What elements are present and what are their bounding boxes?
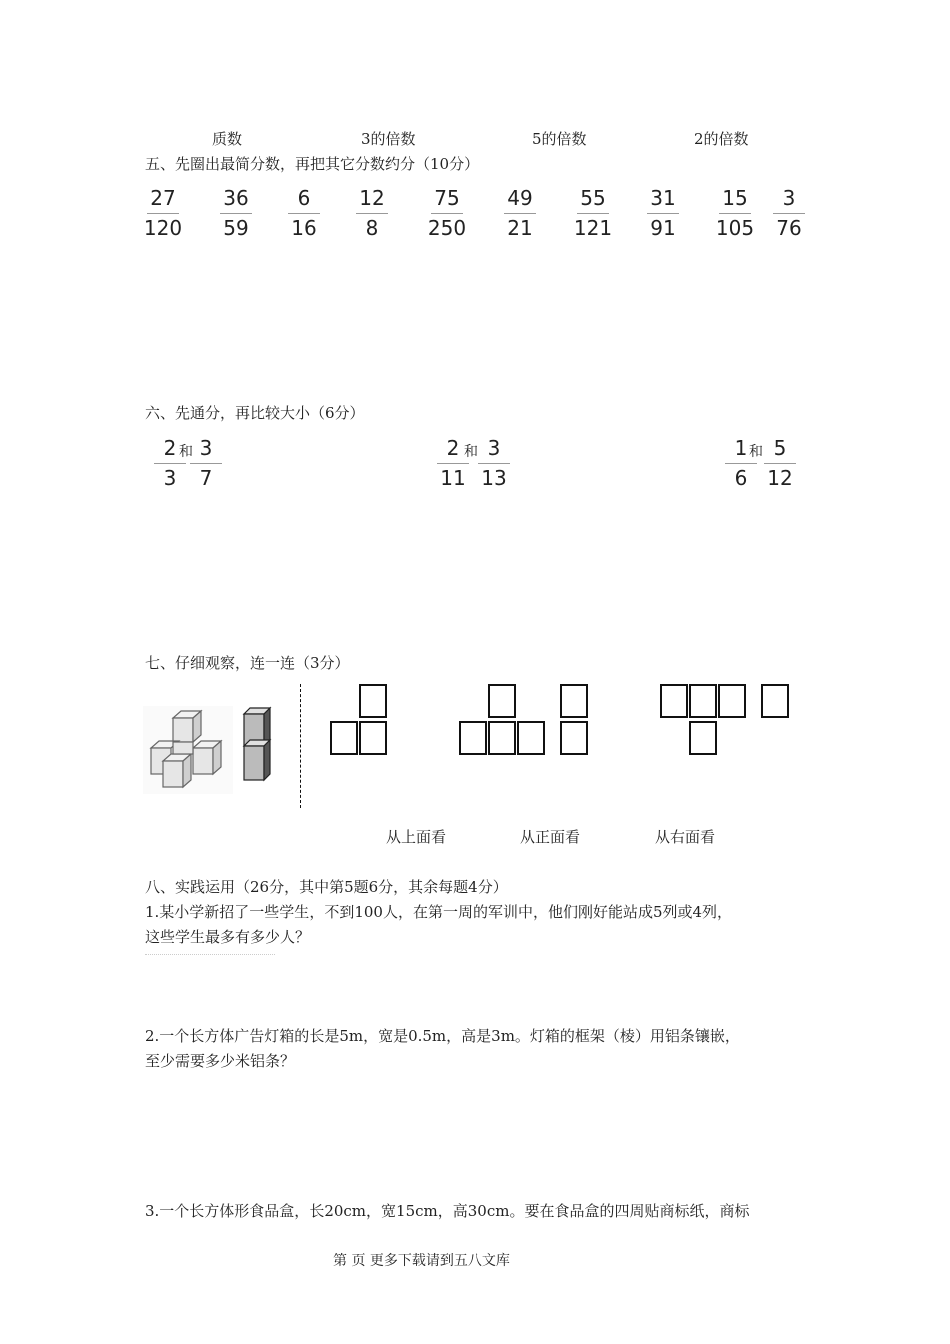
question-2-line-1: 2.一个长方体广告灯箱的长是5m，宽是0.5m，高是3m。灯箱的框架（棱）用铝条镶嵌， — [145, 1027, 740, 1045]
denominator: 76 — [776, 218, 802, 240]
question-3-line-1: 3.一个长方体形食品盒，长20cm，宽15cm，高30cm。要在食品盒的四周贴商标纸，商标 — [145, 1202, 750, 1220]
prism-picture — [240, 706, 276, 786]
fraction — [474, 438, 514, 490]
fraction — [500, 188, 540, 240]
numerator: 27 — [150, 186, 176, 210]
and-word: 和 — [749, 444, 763, 460]
category-multiple-2: 2的倍数 — [694, 130, 749, 148]
faint-artifact — [145, 954, 275, 959]
denominator: 91 — [650, 218, 676, 240]
denominator: 121 — [573, 218, 613, 240]
fraction — [352, 188, 392, 240]
denominator: 250 — [427, 218, 467, 240]
denominator: 120 — [143, 218, 183, 240]
fraction — [769, 188, 809, 240]
dashed-divider — [300, 684, 301, 808]
denominator: 21 — [507, 218, 533, 240]
numerator: 2 — [446, 436, 460, 460]
section6-title: 六、先通分，再比较大小（6分） — [145, 404, 365, 422]
question-2-line-2: 至少需要多少米铝条？ — [145, 1052, 296, 1070]
numerator: 36 — [223, 186, 249, 210]
category-prime: 质数 — [212, 130, 243, 148]
question-1-line-2: 这些学生最多有多少人？ — [145, 928, 311, 946]
fraction — [715, 188, 755, 240]
fraction — [573, 188, 613, 240]
denominator: 16 — [291, 218, 317, 240]
caption-front-view[interactable]: 从正面看 — [520, 828, 581, 846]
denominator: 6 — [734, 468, 748, 490]
fraction — [427, 188, 467, 240]
cube-stack-picture — [143, 706, 233, 794]
numerator: 3 — [782, 186, 796, 210]
question-1-line-1: 1.某小学新招了一些学生，不到100人，在第一周的军训中，他们刚好能站成5列或4列， — [145, 903, 733, 921]
category-multiple-5: 5的倍数 — [532, 130, 587, 148]
denominator: 12 — [767, 468, 793, 490]
denominator: 105 — [715, 218, 755, 240]
numerator: 55 — [580, 186, 606, 210]
numerator: 75 — [434, 186, 460, 210]
and-word: 和 — [179, 444, 193, 460]
category-multiple-3: 3的倍数 — [361, 130, 416, 148]
denominator: 13 — [481, 468, 507, 490]
fraction — [760, 438, 800, 490]
fraction — [186, 438, 226, 490]
section8-title: 八、实践运用（26分，其中第5题6分，其余每题4分） — [145, 878, 508, 896]
denominator: 11 — [440, 468, 466, 490]
and-word: 和 — [464, 444, 478, 460]
numerator: 5 — [773, 436, 787, 460]
denominator: 7 — [199, 468, 213, 490]
fraction — [216, 188, 256, 240]
denominator: 59 — [223, 218, 249, 240]
denominator: 8 — [365, 218, 379, 240]
numerator: 15 — [722, 186, 748, 210]
numerator: 3 — [199, 436, 213, 460]
fraction — [143, 188, 183, 240]
denominator: 3 — [163, 468, 177, 490]
section5-title: 五、先圈出最简分数，再把其它分数约分（10分） — [145, 155, 480, 173]
numerator: 3 — [487, 436, 501, 460]
numerator: 2 — [163, 436, 177, 460]
numerator: 49 — [507, 186, 533, 210]
numerator: 12 — [359, 186, 385, 210]
numerator: 31 — [650, 186, 676, 210]
numerator: 1 — [734, 436, 748, 460]
section7-title: 七、仔细观察，连一连（3分） — [145, 654, 350, 672]
caption-top-view[interactable]: 从上面看 — [386, 828, 447, 846]
numerator: 6 — [297, 186, 311, 210]
caption-right-view[interactable]: 从右面看 — [655, 828, 716, 846]
fraction — [643, 188, 683, 240]
fraction — [284, 188, 324, 240]
page-footer: 第 页 更多下载请到五八文库 — [333, 1253, 510, 1269]
